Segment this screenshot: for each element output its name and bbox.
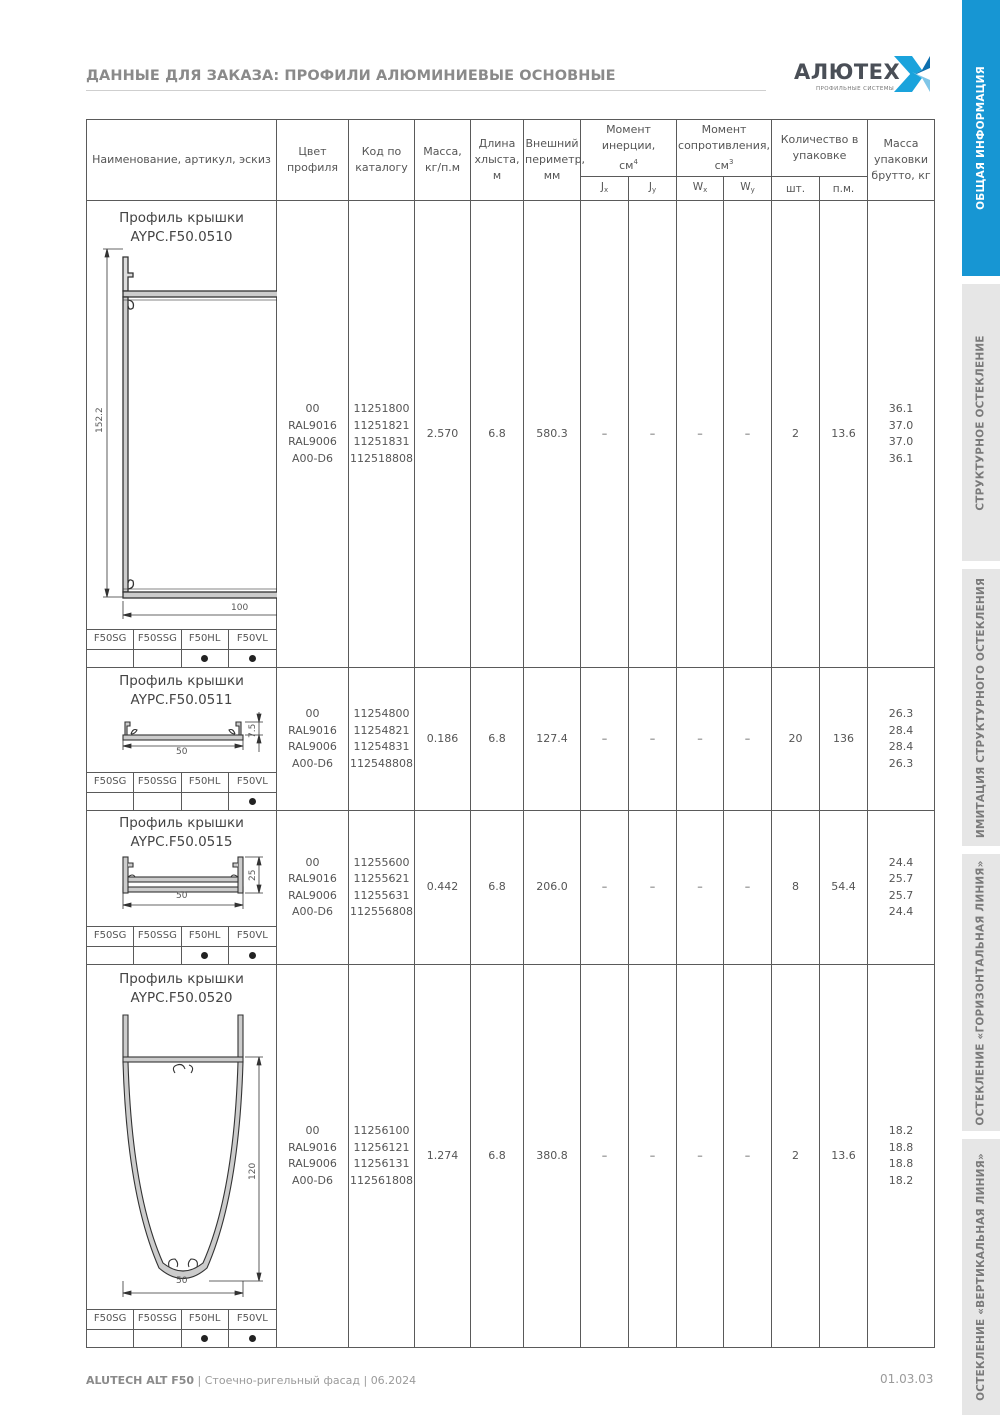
col-header-perimeter: Внешний периметр, мм bbox=[524, 120, 581, 201]
pcs-cell: 20 bbox=[772, 668, 820, 811]
mass-cell: 0.186 bbox=[415, 668, 471, 811]
tag-mark bbox=[134, 946, 181, 965]
wx-cell: – bbox=[677, 811, 724, 965]
gross-cell: 36.1 37.0 37.0 36.1 bbox=[868, 201, 935, 668]
col-header-gross: Масса упаковки брутто, кг bbox=[868, 120, 935, 201]
gross-cell: 24.4 25.7 25.7 24.4 bbox=[868, 811, 935, 965]
tag-mark bbox=[182, 792, 229, 811]
tab-horizontal-line[interactable]: ОСТЕКЛЕНИЕ «ГОРИЗОНТАЛЬНАЯ ЛИНИЯ» bbox=[962, 854, 1000, 1131]
wy-cell: – bbox=[724, 811, 772, 965]
color-cell: 00 RAL9016 RAL9006 A00-D6 bbox=[277, 201, 349, 668]
page-title: ДАННЫЕ ДЛЯ ЗАКАЗА: ПРОФИЛИ АЛЮМИНИЕВЫЕ ОСНОВНЫЕ bbox=[86, 68, 616, 84]
wy-cell: – bbox=[724, 668, 772, 811]
color-cell: 00 RAL9016 RAL9006 A00-D6 bbox=[277, 811, 349, 965]
title-divider bbox=[86, 90, 766, 91]
wy-cell: – bbox=[724, 965, 772, 1348]
dimension-height: 25 bbox=[248, 869, 258, 881]
tag-mark bbox=[182, 649, 229, 668]
tag-f50vl: F50VL bbox=[236, 1313, 268, 1324]
wx-cell: – bbox=[677, 668, 724, 811]
bullet-icon bbox=[249, 1335, 256, 1342]
mass-cell: 0.442 bbox=[415, 811, 471, 965]
col-header-length: Длина хлыста, м bbox=[471, 120, 524, 201]
col-header-pm: п.м. bbox=[820, 177, 868, 201]
col-header-jx: Jx bbox=[581, 177, 629, 201]
page-number: 01.03.03 bbox=[880, 1372, 934, 1386]
profile-sketch-cell bbox=[87, 811, 277, 965]
tag-mark bbox=[229, 946, 276, 965]
dimension-height: 7.5 bbox=[248, 723, 258, 738]
tag-f50sg: F50SG bbox=[87, 1310, 134, 1329]
profile-article: AYPC.F50.0511 bbox=[130, 692, 233, 708]
tag-f50ssg: F50SSG bbox=[134, 773, 181, 792]
footer-subtitle: Стоечно-ригельный фасад bbox=[204, 1374, 360, 1387]
length-cell: 6.8 bbox=[471, 201, 524, 668]
col-header-code: Код по каталогу bbox=[349, 120, 415, 201]
color-cell: 00 RAL9016 RAL9006 A00-D6 bbox=[277, 965, 349, 1348]
dimension-height: 152.2 bbox=[95, 407, 105, 433]
bullet-icon bbox=[249, 798, 256, 805]
profile-name: Профиль крышки bbox=[119, 815, 244, 831]
col-header-wy: Wy bbox=[724, 177, 772, 201]
system-tags bbox=[87, 926, 276, 964]
section-tabs bbox=[962, 0, 1000, 1415]
pm-cell: 13.6 bbox=[820, 201, 868, 668]
mass-cell: 1.274 bbox=[415, 965, 471, 1348]
col-header-color: Цвет профиля bbox=[277, 120, 349, 201]
tag-f50sg: F50SG bbox=[87, 630, 134, 649]
tag-f50hl: F50HL bbox=[182, 773, 229, 792]
tag-mark bbox=[182, 1329, 229, 1348]
length-cell: 6.8 bbox=[471, 965, 524, 1348]
pcs-cell: 2 bbox=[772, 201, 820, 668]
pm-cell: 136 bbox=[820, 668, 868, 811]
col-header-name: Наименование, артикул, эскиз bbox=[87, 120, 277, 201]
profile-article: AYPC.F50.0520 bbox=[130, 990, 233, 1006]
perimeter-cell: 380.8 bbox=[524, 965, 581, 1348]
tag-mark bbox=[134, 1329, 181, 1348]
jy-cell: – bbox=[629, 965, 677, 1348]
table-row bbox=[87, 811, 935, 965]
col-header-pcs: шт. bbox=[772, 177, 820, 201]
logo-subtitle: ПРОФИЛЬНЫЕ СИСТЕМЫ bbox=[816, 86, 895, 92]
bullet-icon bbox=[201, 655, 208, 662]
system-tags bbox=[87, 1309, 276, 1347]
bullet-icon bbox=[249, 952, 256, 959]
jx-cell: – bbox=[581, 811, 629, 965]
tag-f50hl: F50HL bbox=[182, 630, 229, 649]
table-row bbox=[87, 201, 935, 668]
mass-cell: 2.570 bbox=[415, 201, 471, 668]
dimension-width: 50 bbox=[176, 1276, 188, 1286]
profile-article: AYPC.F50.0510 bbox=[130, 229, 233, 245]
code-cell: 11254800 11254821 11254831 112548808 bbox=[349, 668, 415, 811]
perimeter-cell: 127.4 bbox=[524, 668, 581, 811]
alutech-logo bbox=[794, 52, 936, 96]
bullet-icon bbox=[201, 1335, 208, 1342]
profile-name: Профиль крышки bbox=[119, 971, 244, 987]
length-cell: 6.8 bbox=[471, 811, 524, 965]
footer-date: 06.2024 bbox=[370, 1374, 417, 1387]
color-cell: 00 RAL9016 RAL9006 A00-D6 bbox=[277, 668, 349, 811]
tag-mark bbox=[87, 649, 134, 668]
tab-structural-glazing[interactable]: СТРУКТУРНОЕ ОСТЕКЛЕНИЕ bbox=[962, 284, 1000, 561]
footer-brand: ALUTECH ALT F50 bbox=[86, 1374, 195, 1387]
bullet-icon bbox=[249, 655, 256, 662]
profile-sketch-cell bbox=[87, 965, 277, 1348]
tag-f50hl: F50HL bbox=[182, 927, 229, 946]
perimeter-cell: 206.0 bbox=[524, 811, 581, 965]
table-row bbox=[87, 668, 935, 811]
col-header-mass: Масса, кг/п.м bbox=[415, 120, 471, 201]
tag-f50ssg: F50SSG bbox=[134, 1310, 181, 1329]
jx-cell: – bbox=[581, 965, 629, 1348]
profile-sketch-cell bbox=[87, 668, 277, 811]
length-cell: 6.8 bbox=[471, 668, 524, 811]
tag-f50sg: F50SG bbox=[87, 927, 134, 946]
col-header-qty: Количество в упаковке bbox=[772, 120, 868, 177]
wy-cell: – bbox=[724, 201, 772, 668]
pcs-cell: 8 bbox=[772, 811, 820, 965]
tag-mark bbox=[87, 792, 134, 811]
col-header-resistance: Момент сопротивления, $см^3$ bbox=[677, 120, 772, 177]
jy-cell: – bbox=[629, 668, 677, 811]
wx-cell: – bbox=[677, 965, 724, 1348]
jx-cell: – bbox=[581, 668, 629, 811]
profile-drawing-0515 bbox=[87, 811, 277, 926]
pcs-cell: 2 bbox=[772, 965, 820, 1348]
tag-f50ssg: F50SSG bbox=[134, 927, 181, 946]
tag-f50vl: F50VL bbox=[236, 776, 268, 787]
pm-cell: 13.6 bbox=[820, 965, 868, 1348]
tag-mark bbox=[87, 1329, 134, 1348]
bullet-icon bbox=[201, 952, 208, 959]
system-tags bbox=[87, 772, 276, 810]
tab-imitation-structural[interactable]: ИМИТАЦИЯ СТРУКТУРНОГО ОСТЕКЛЕНИЯ bbox=[962, 569, 1000, 846]
jx-cell: – bbox=[581, 201, 629, 668]
tag-mark bbox=[182, 946, 229, 965]
tag-mark bbox=[229, 792, 276, 811]
col-header-wx: Wx bbox=[677, 177, 724, 201]
profile-sketch-cell bbox=[87, 201, 277, 668]
order-table bbox=[86, 119, 935, 1348]
tag-f50vl: F50VL bbox=[236, 633, 268, 644]
logo-mark-icon bbox=[892, 52, 932, 96]
profile-article: AYPC.F50.0515 bbox=[130, 834, 233, 850]
tab-general-info[interactable]: ОБЩАЯ ИНФОРМАЦИЯ bbox=[962, 0, 1000, 276]
profile-drawing-0520 bbox=[87, 965, 277, 1309]
dimension-width: 100 bbox=[231, 603, 249, 613]
jy-cell: – bbox=[629, 201, 677, 668]
profile-name: Профиль крышки bbox=[119, 673, 244, 689]
tag-f50hl: F50HL bbox=[182, 1310, 229, 1329]
tag-mark bbox=[229, 1329, 276, 1348]
dimension-height: 120 bbox=[248, 1162, 258, 1180]
tag-mark bbox=[134, 792, 181, 811]
tag-mark bbox=[87, 946, 134, 965]
jy-cell: – bbox=[629, 811, 677, 965]
logo-text: АЛЮТЕХ bbox=[794, 60, 901, 84]
profile-drawing-0510 bbox=[87, 201, 277, 629]
gross-cell: 18.2 18.8 18.8 18.2 bbox=[868, 965, 935, 1348]
col-header-jy: Jy bbox=[629, 177, 677, 201]
code-cell: 11256100 11256121 11256131 112561808 bbox=[349, 965, 415, 1348]
col-header-inertia: Момент инерции, $см^4$ bbox=[581, 120, 677, 177]
system-tags bbox=[87, 629, 276, 667]
gross-cell: 26.3 28.4 28.4 26.3 bbox=[868, 668, 935, 811]
tab-vertical-line[interactable]: ОСТЕКЛЕНИЕ «ВЕРТИКАЛЬНАЯ ЛИНИЯ» bbox=[962, 1139, 1000, 1415]
footer-text: ALUTECH ALT F50 | Стоечно-ригельный фасад | 06.2024 bbox=[86, 1374, 417, 1387]
tag-f50vl: F50VL bbox=[236, 930, 268, 941]
dimension-width: 50 bbox=[176, 747, 188, 757]
pm-cell: 54.4 bbox=[820, 811, 868, 965]
tag-f50ssg: F50SSG bbox=[134, 630, 181, 649]
tag-mark bbox=[229, 649, 276, 668]
table-row bbox=[87, 965, 935, 1348]
perimeter-cell: 580.3 bbox=[524, 201, 581, 668]
tag-f50sg: F50SG bbox=[87, 773, 134, 792]
code-cell: 11255600 11255621 11255631 112556808 bbox=[349, 811, 415, 965]
dimension-width: 50 bbox=[176, 891, 188, 901]
tag-mark bbox=[134, 649, 181, 668]
profile-name: Профиль крышки bbox=[119, 210, 244, 226]
code-cell: 11251800 11251821 11251831 112518808 bbox=[349, 201, 415, 668]
wx-cell: – bbox=[677, 201, 724, 668]
